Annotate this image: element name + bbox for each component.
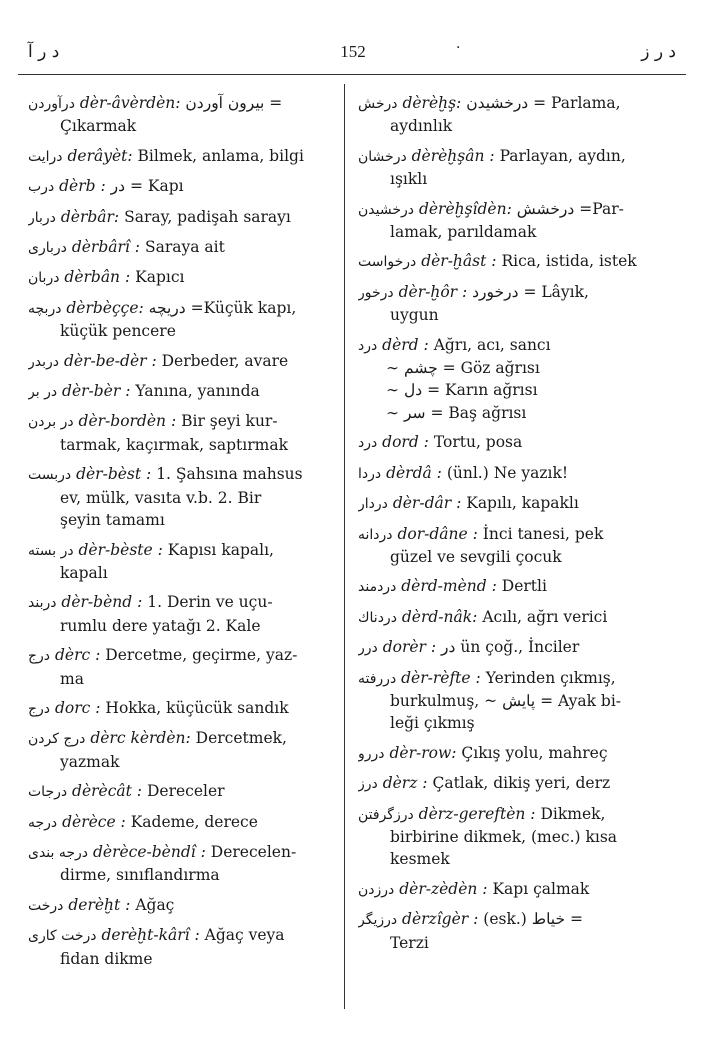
entry-first-line <box>358 431 663 454</box>
dictionary-entry <box>28 175 338 198</box>
dictionary-entry <box>28 591 338 637</box>
dictionary-entry <box>358 878 663 901</box>
entry-first-line <box>28 266 338 289</box>
entry-headword-arabic: دربچه <box>28 300 62 317</box>
entry-headword-arabic: درزگرفتن <box>358 806 414 823</box>
entry-definition: Ağaç <box>135 895 175 914</box>
entry-first-line <box>358 92 663 115</box>
entry-transliteration: dèrbâr: <box>60 207 120 226</box>
entry-headword-arabic: درباری <box>28 240 67 257</box>
entry-headword-arabic: درج كردن <box>28 731 86 748</box>
dictionary-entry <box>28 380 338 403</box>
entry-headword-arabic: درخشان <box>358 148 407 165</box>
entry-first-line <box>28 780 338 803</box>
entry-transliteration: dèr-rèfte : <box>401 668 481 687</box>
dictionary-entry <box>28 236 338 259</box>
entry-headword-arabic: درج <box>28 648 51 665</box>
entry-transliteration: dèr-bèste : <box>78 540 163 559</box>
entry-headword-arabic: در بردن <box>28 414 74 431</box>
entry-definition: Kapılı, kapaklı <box>466 494 579 513</box>
entry-transliteration: dèrb : <box>59 177 106 196</box>
left-column <box>28 92 338 977</box>
column-divider <box>344 84 345 1009</box>
entry-headword-arabic: دربار <box>28 209 56 226</box>
entry-definition-continued: rumlu dere yatağı 2. Kale <box>60 616 261 635</box>
dictionary-entry <box>28 206 338 229</box>
dictionary-entry <box>358 145 663 191</box>
entry-headword-arabic: دربند <box>28 595 57 612</box>
dictionary-entry <box>28 780 338 803</box>
entry-first-line <box>28 380 338 403</box>
header-dot: · <box>456 40 461 56</box>
entry-definition-continued: ışıklı <box>390 170 428 189</box>
entry-definition-continued: şeyin tamamı <box>60 511 165 530</box>
entry-transliteration: dèr-row: <box>389 743 457 762</box>
entry-transliteration: dèrèḫş: <box>402 94 462 112</box>
entry-headword-arabic: درخت كاری <box>28 928 97 945</box>
entry-definition-continued: yazmak <box>60 752 120 771</box>
entry-headword-arabic: دررو <box>358 745 385 762</box>
entry-definition-continued: birbirine dikmek, (mec.) kısa <box>390 827 618 846</box>
dictionary-entry <box>28 894 338 917</box>
entry-definition: درخشيدن = Parlama, <box>466 94 621 112</box>
dictionary-entry <box>28 266 338 289</box>
entry-definition: Kapı çalmak <box>492 879 590 898</box>
entry-transliteration: dèrbèççe: <box>66 298 144 317</box>
entry-transliteration: dèrd : <box>382 335 429 354</box>
dictionary-entry <box>358 92 663 138</box>
entry-transliteration: dèr-dâr : <box>392 494 462 513</box>
dictionary-entry <box>28 410 338 456</box>
dictionary-entry <box>28 727 338 773</box>
entry-definition: Rica, istida, istek <box>501 252 637 271</box>
entry-definition: Acılı, ağrı verici <box>482 607 608 626</box>
sub-phrase-text: چشم = Göz ağrısı <box>404 359 540 378</box>
entry-definition-continued: leği çıkmış <box>390 714 475 733</box>
entry-definition: Saray, padişah sarayı <box>124 207 291 226</box>
dictionary-entry <box>358 636 663 659</box>
dictionary-entry <box>358 908 663 954</box>
dictionary-entry <box>358 281 663 327</box>
entry-first-line <box>28 410 338 433</box>
entry-headword-arabic: درج <box>28 700 51 717</box>
entry-first-line <box>28 145 338 168</box>
entry-definition: Dercetmek, <box>195 729 287 748</box>
entry-headword-arabic: درر <box>358 640 378 657</box>
entry-transliteration: dèrc : <box>54 646 101 665</box>
dictionary-entry <box>358 575 663 598</box>
entry-headword-arabic: دردار <box>358 496 388 513</box>
entry-definition-continued: dirme, sınıflandırma <box>60 866 220 885</box>
entry-transliteration: dèrèce-bèndî : <box>92 842 206 861</box>
tilde-symbol: ∼ <box>386 381 399 400</box>
entry-headword-arabic: دربان <box>28 270 60 287</box>
entry-definition-continued: fidan dikme <box>60 949 153 968</box>
entry-transliteration: dèrz-gereftèn : <box>418 804 536 823</box>
entry-headword-arabic: درز <box>358 776 378 793</box>
entry-definition: Hokka, küçücük sandık <box>105 698 289 717</box>
dictionary-entry <box>28 350 338 373</box>
dictionary-entry <box>358 334 663 425</box>
sub-phrase-text: دل = Karın ağrısı <box>404 381 538 400</box>
entry-transliteration: dèrbârî : <box>71 238 141 257</box>
entry-headword-arabic: درزيگر <box>358 912 398 929</box>
entry-definition: Yerinden çıkmış, <box>485 668 616 687</box>
dictionary-entry <box>28 297 338 343</box>
header-right-letters: د ر ز <box>641 42 676 62</box>
entry-definition: 1. Şahsına mahsus <box>156 465 303 484</box>
entry-transliteration: derèḫt : <box>68 895 131 914</box>
entry-transliteration: dèr-bènd : <box>61 593 143 612</box>
entry-definition: Yanına, yanında <box>135 382 260 401</box>
dictionary-entry <box>28 811 338 834</box>
entry-definition: Çatlak, dikiş yeri, derz <box>432 774 611 793</box>
entry-first-line <box>28 175 338 198</box>
entry-definition: Derbeder, avare <box>161 351 289 370</box>
entry-headword-arabic: درخش <box>358 96 398 112</box>
dictionary-entry <box>28 463 338 531</box>
entry-first-line <box>28 894 338 917</box>
entry-transliteration: dèrd-nâk: <box>401 607 478 626</box>
entry-first-line <box>358 908 663 931</box>
entry-first-line <box>358 145 663 168</box>
entry-first-line <box>28 811 338 834</box>
entry-definition-continued: güzel ve sevgili çocuk <box>390 547 562 566</box>
entry-transliteration: derèḫt-kârî : <box>101 926 200 945</box>
entry-first-line <box>358 803 663 826</box>
dictionary-entry <box>358 250 663 273</box>
entry-transliteration: dorc : <box>54 698 101 717</box>
entry-first-line <box>28 644 338 667</box>
entry-first-line <box>28 539 338 562</box>
entry-headword-arabic: دربدر <box>28 353 60 370</box>
entry-transliteration: dor-dâne : <box>397 524 478 543</box>
right-column <box>358 92 663 961</box>
entry-first-line <box>28 924 338 947</box>
entry-headword-arabic: درد <box>358 337 378 354</box>
entry-transliteration: dèrbân : <box>64 268 131 287</box>
entry-first-line <box>28 591 338 614</box>
entry-first-line <box>28 236 338 259</box>
entry-headword-arabic: دردا <box>358 465 382 482</box>
entry-first-line <box>28 697 338 720</box>
entry-transliteration: dèr-bèr : <box>62 382 131 401</box>
entry-headword-arabic: دربست <box>28 467 72 484</box>
dictionary-entry <box>28 644 338 690</box>
entry-first-line <box>358 878 663 901</box>
entry-first-line <box>358 198 663 221</box>
entry-sub-phrase <box>358 357 663 379</box>
entry-headword-arabic: درجه <box>28 814 58 831</box>
entry-definition-continued: tarmak, kaçırmak, saptırmak <box>60 435 288 454</box>
entry-sub-phrase <box>358 379 663 401</box>
sub-phrase-text: سر = Baş ağrısı <box>404 403 527 422</box>
entry-definition: Dereceler <box>146 782 225 801</box>
entry-headword-arabic: دردمند <box>358 579 397 596</box>
entry-definition-continued: burkulmuş, ~ پايش = Ayak bi- <box>390 691 622 710</box>
entry-transliteration: dèr-ḫâst : <box>421 252 497 271</box>
entry-headword-arabic: دردناك <box>358 609 397 626</box>
entry-definition-continued: küçük pencere <box>60 322 176 341</box>
entry-first-line <box>358 575 663 598</box>
entry-first-line <box>358 742 663 765</box>
tilde-symbol: ∼ <box>386 359 399 378</box>
entry-headword-arabic: درب <box>28 179 55 196</box>
entry-headword-arabic: درخت <box>28 897 64 914</box>
entry-transliteration: dèrècât : <box>72 782 143 801</box>
entry-transliteration: derâyèt: <box>67 146 133 165</box>
dictionary-entry <box>28 924 338 970</box>
entry-definition: Dercetme, geçirme, yaz- <box>105 646 298 665</box>
entry-definition: Tortu, posa <box>433 433 523 452</box>
entry-transliteration: dèr-be-dèr : <box>63 351 157 370</box>
entry-definition: درخشش =Par- <box>516 199 624 218</box>
entry-first-line <box>358 250 663 273</box>
entry-transliteration: dèrzîgèr : <box>402 910 479 929</box>
dictionary-entry <box>358 803 663 871</box>
entry-transliteration: dèr-ḫôr : <box>398 282 468 301</box>
entry-first-line <box>358 606 663 629</box>
entry-first-line <box>28 206 338 229</box>
dictionary-entry <box>28 841 338 887</box>
entry-transliteration: dèrèḫşîdèn: <box>418 199 512 218</box>
entry-definition: Saraya ait <box>144 238 225 257</box>
entry-definition: Dikmek, <box>540 804 606 823</box>
entry-definition: Ağaç veya <box>204 926 285 945</box>
entry-headword-arabic: در بر <box>28 384 58 401</box>
entry-transliteration: dèrèce : <box>62 812 126 831</box>
dictionary-entry <box>358 431 663 454</box>
entry-definition-continued: Çıkarmak <box>60 117 137 136</box>
entry-transliteration: dèrdâ : <box>386 463 442 482</box>
page-number: 152 <box>340 42 366 61</box>
entry-headword-arabic: درخور <box>358 284 394 301</box>
entry-headword-arabic: در بسته <box>28 542 74 559</box>
dictionary-entry <box>358 667 663 735</box>
entry-definition: Bir şeyi kur- <box>181 412 278 431</box>
header-rule <box>18 74 686 75</box>
entry-first-line <box>358 462 663 485</box>
dictionary-entry <box>358 742 663 765</box>
dictionary-entry <box>358 492 663 515</box>
entry-first-line <box>28 350 338 373</box>
entry-definition: در = Kapı <box>110 177 184 196</box>
entry-definition: بيرون آوردن = <box>185 94 283 112</box>
entry-definition: Dertli <box>501 577 547 596</box>
entry-first-line <box>28 727 338 750</box>
entry-transliteration: dèrz : <box>382 774 428 793</box>
entry-transliteration: dèrèḫşân : <box>411 146 495 165</box>
dictionary-entry <box>28 539 338 585</box>
entry-definition-continued: lamak, parıldamak <box>390 223 537 242</box>
entry-definition: Kademe, derece <box>130 812 258 831</box>
tilde-symbol: ∼ <box>386 403 399 422</box>
entry-definition: Kapısı kapalı, <box>167 540 274 559</box>
dictionary-entry <box>358 523 663 569</box>
entry-definition-continued: ev, mülk, vasıta v.b. 2. Bir <box>60 488 262 507</box>
entry-first-line <box>358 636 663 659</box>
entry-definition: 1. Derin ve uçu- <box>147 593 273 612</box>
dictionary-entry <box>28 697 338 720</box>
entry-definition-continued: aydınlık <box>390 117 453 136</box>
entry-definition: (esk.) خياط = <box>483 910 583 929</box>
entry-headword-arabic: درخشيدن <box>358 201 414 218</box>
entry-transliteration: dèr-bordèn : <box>78 412 177 431</box>
entry-definition: در ün çoğ., İnciler <box>441 638 580 657</box>
entry-first-line <box>28 92 338 115</box>
entry-definition: دريچه =Küçük kapı, <box>148 298 297 317</box>
entry-first-line <box>28 463 338 486</box>
entry-definition-continued: uygun <box>390 306 439 325</box>
entry-headword-arabic: درايت <box>28 148 63 165</box>
entry-definition: Derecelen- <box>210 842 297 861</box>
entry-definition-continued: kesmek <box>390 850 450 869</box>
entry-first-line <box>358 281 663 304</box>
entry-headword-arabic: درزدن <box>358 881 395 898</box>
entry-first-line <box>358 667 663 690</box>
entry-transliteration: dorèr : <box>382 638 437 657</box>
entry-headword-arabic: دردانه <box>358 526 393 543</box>
entry-definition: (ünl.) Ne yazık! <box>446 463 569 482</box>
entry-first-line <box>28 841 338 864</box>
entry-first-line <box>358 334 663 357</box>
entry-first-line <box>358 492 663 515</box>
entry-headword-arabic: دررفته <box>358 670 397 687</box>
entry-transliteration: dèr-bèst : <box>76 465 152 484</box>
entry-headword-arabic: درجه بندی <box>28 844 89 861</box>
entry-transliteration: dèrd-mènd : <box>401 577 497 596</box>
dictionary-entry <box>358 462 663 485</box>
entry-definition: Kapıcı <box>135 268 185 287</box>
entry-definition: درخورد = Lâyık, <box>472 282 589 301</box>
entry-transliteration: dord : <box>382 433 429 452</box>
entry-headword-arabic: درخواست <box>358 254 417 271</box>
entry-first-line <box>28 297 338 320</box>
entry-definition: Çıkış yolu, mahreç <box>461 743 608 762</box>
entry-first-line <box>358 772 663 795</box>
entry-definition: Parlayan, aydın, <box>499 146 626 165</box>
entry-transliteration: dèr-âvèrdèn: <box>79 94 181 112</box>
dictionary-entry <box>358 606 663 629</box>
entry-transliteration: dèrc kèrdèn: <box>90 729 191 748</box>
entry-definition: Ağrı, acı, sancı <box>433 335 551 354</box>
entry-definition: İnci tanesi, pek <box>482 524 604 543</box>
entry-definition-continued: kapalı <box>60 563 108 582</box>
entry-definition: Bilmek, anlama, bilgi <box>137 146 304 165</box>
entry-first-line <box>358 523 663 546</box>
dictionary-entry <box>28 92 338 138</box>
entry-headword-arabic: درآوردن <box>28 96 75 112</box>
header-left-letters: د ر آ <box>28 42 60 62</box>
entry-headword-arabic: درد <box>358 435 378 452</box>
entry-headword-arabic: درجات <box>28 784 68 801</box>
dictionary-entry <box>28 145 338 168</box>
entry-definition-continued: ma <box>60 669 84 688</box>
entry-transliteration: dèr-zèdèn : <box>399 879 488 898</box>
dictionary-entry <box>358 198 663 244</box>
entry-definition-continued: Terzi <box>390 933 429 952</box>
dictionary-entry <box>358 772 663 795</box>
entry-sub-phrase <box>358 402 663 424</box>
